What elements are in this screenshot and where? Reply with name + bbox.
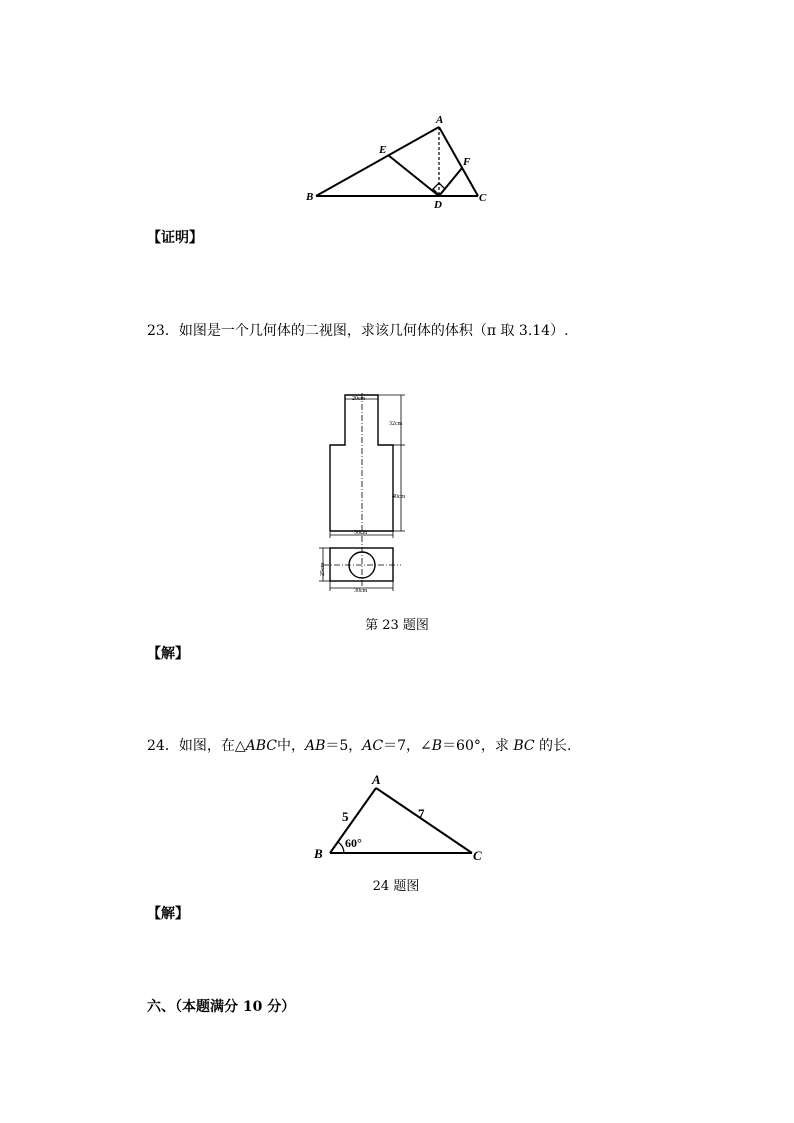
- question-24-text: [147, 737, 572, 755]
- q24-ac: AC: [362, 738, 384, 754]
- q24-b-val: ＝60°，求: [442, 738, 514, 754]
- side-ab-length: 5: [342, 809, 349, 824]
- answer-label-24: 【解】: [147, 906, 189, 922]
- label-b: B: [314, 846, 323, 861]
- label-c: C: [479, 192, 487, 204]
- q24-ab: AB: [304, 738, 326, 754]
- figure-23-caption: 第 23 题图: [365, 618, 429, 633]
- label-a: A: [372, 772, 381, 787]
- two-view-figure-q23: [315, 390, 415, 600]
- segment-ed: [388, 155, 439, 196]
- dim-side-width: 30cm: [354, 588, 368, 594]
- label-d: D: [434, 199, 442, 211]
- question-23-text: 23．如图是一个几何体的二视图，求该几何体的体积（π 取 3.14）.: [147, 323, 569, 339]
- label-c: C: [473, 848, 482, 863]
- triangle-figure-q22: [300, 110, 500, 215]
- dim-front-width: 30cm: [354, 530, 368, 536]
- segment-ba: [316, 127, 439, 196]
- dim-side-depth: 25cm: [320, 562, 326, 576]
- q24-ac-val: ＝7，∠: [383, 738, 432, 754]
- proof-label: 【证明】: [147, 230, 203, 246]
- q24-ab-val: ＝5，: [325, 738, 363, 754]
- section-6-heading: 六、（本题满分 10 分）: [147, 999, 296, 1015]
- triangle-figure-q24: [310, 770, 490, 870]
- figure-24-caption: 24 题图: [372, 879, 420, 894]
- angle-b-measure: 60°: [345, 836, 362, 850]
- label-e: E: [379, 144, 387, 156]
- front-view-outline: [330, 395, 393, 531]
- dim-top-height: 32cm: [389, 421, 403, 427]
- dim-bottom-height: 40cm: [392, 494, 406, 500]
- label-b: B: [306, 191, 314, 203]
- q24-mid1: 中，: [276, 738, 305, 754]
- q24-bc: BC: [513, 738, 535, 754]
- q24-suffix: 的长.: [534, 738, 572, 754]
- dim-top-width: 20cm: [352, 396, 366, 402]
- side-view-rect: [330, 548, 393, 581]
- q24-prefix: 24．如图，在△: [147, 738, 246, 754]
- side-ac-length: 7: [418, 806, 425, 821]
- q24-abc: ABC: [245, 738, 277, 754]
- answer-label-23: 【解】: [147, 646, 189, 662]
- label-f: F: [463, 156, 471, 168]
- label-a: A: [436, 114, 444, 126]
- segment-ac: [439, 127, 478, 196]
- angle-b-arc: [338, 842, 344, 853]
- q24-b: B: [431, 738, 443, 754]
